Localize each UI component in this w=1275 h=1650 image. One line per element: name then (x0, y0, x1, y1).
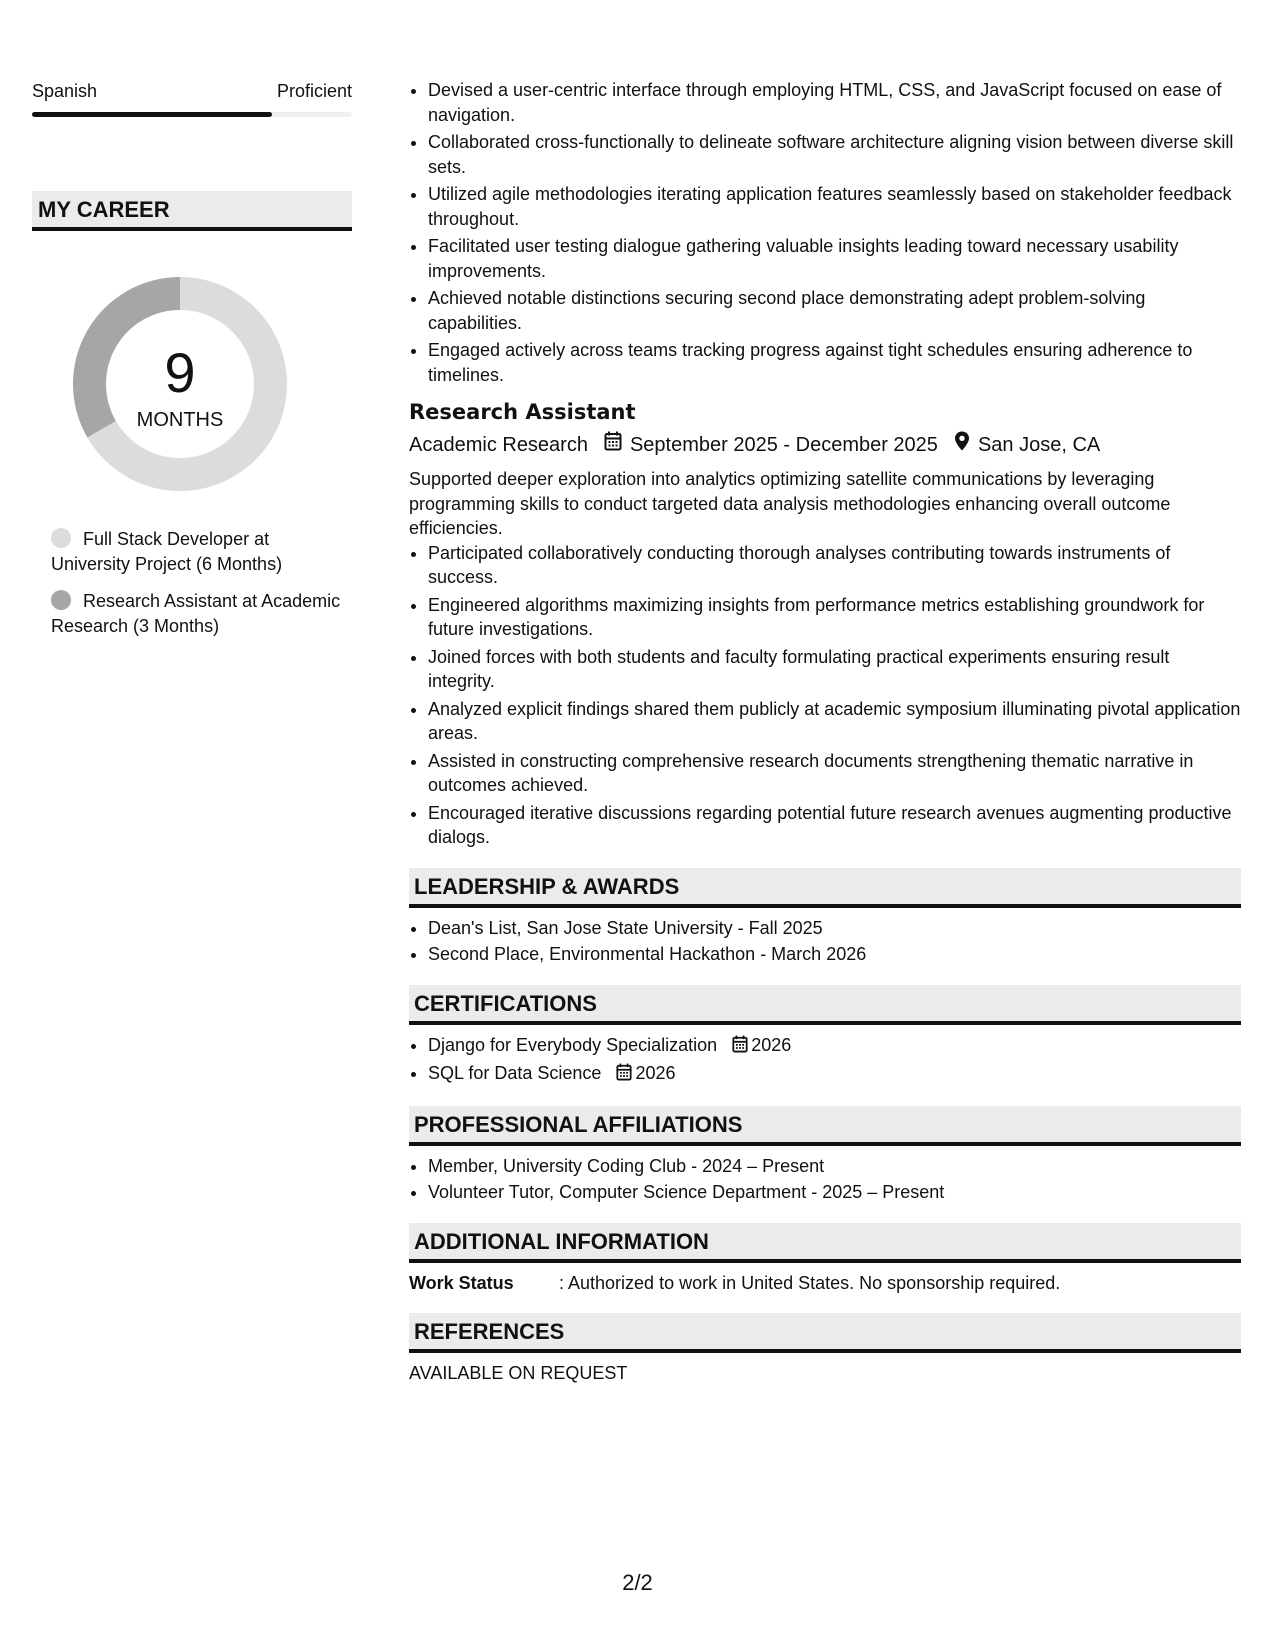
list-item: • Second Place, Environmental Hackathon - March 2026 (428, 942, 1241, 967)
job-bullets (409, 541, 1241, 850)
list-item: • Facilitated user testing dialogue gathering valuable insights leading toward necessary usability improvements. (428, 234, 1241, 283)
job-title: Research Assistant (409, 400, 636, 424)
career-heading: MY CAREER (32, 191, 352, 231)
list-item: • Engineered algorithms maximizing insights from performance metrics establishing groundwork for future investigations. (428, 593, 1241, 642)
language-row (32, 80, 352, 102)
list-item: • Devised a user-centric interface through employing HTML, CSS, and JavaScript focused on ease of navigation. (428, 78, 1241, 127)
list-item: • Achieved notable distinctions securing second place demonstrating adept problem-solving capabilities. (428, 286, 1241, 335)
job-dates: September 2025 - December 2025 (629, 434, 938, 456)
work-status-value: : Authorized to work in United States. No sponsorship required. (559, 1272, 1061, 1293)
leadership-heading: LEADERSHIP & AWARDS (409, 868, 1241, 908)
leadership-list (409, 916, 1241, 967)
job-org: Academic Research (409, 434, 588, 456)
main-content (409, 78, 1241, 1385)
work-status-row (409, 1271, 1241, 1295)
legend-dot (51, 528, 71, 548)
language-level-bar (32, 112, 352, 117)
career-total-unit: MONTHS (136, 409, 224, 431)
list-item: • Volunteer Tutor, Computer Science Department - 2025 – Present (428, 1180, 1241, 1205)
list-item: • Collaborated cross-functionally to delineate software architecture aligning vision between diverse skill sets. (428, 130, 1241, 179)
calendar-icon (616, 1063, 632, 1088)
list-item (428, 1061, 1241, 1088)
list-item: • Encouraged iterative discussions regarding potential future research avenues augmenting productive dialogs. (428, 801, 1241, 850)
career-donut-chart (67, 271, 293, 497)
affiliations-list (409, 1154, 1241, 1205)
language-level: Proficient (276, 81, 352, 101)
legend-item (51, 527, 352, 577)
language-name: Spanish (32, 81, 98, 101)
list-item: • Analyzed explicit findings shared them publicly at academic symposium illuminating pivotal application areas. (428, 697, 1241, 746)
legend-text: Research Assistant at Academic Research (3 Months) (51, 591, 341, 636)
certification-year: 2026 (751, 1034, 792, 1055)
language-level-fill (32, 112, 272, 117)
list-item: • Assisted in constructing comprehensive research documents strengthening thematic narrative in outcomes achieved. (428, 749, 1241, 798)
list-item: • Member, University Coding Club - 2024 – Present (428, 1154, 1241, 1179)
calendar-icon (604, 431, 622, 459)
list-item: • Engaged actively across teams tracking progress against tight schedules ensuring adherence to timelines. (428, 338, 1241, 387)
previous-job-bullets (409, 78, 1241, 387)
certification-year: 2026 (635, 1063, 676, 1083)
affiliations-heading: PROFESSIONAL AFFILIATIONS (409, 1106, 1241, 1146)
list-item: • Dean's List, San Jose State University - Fall 2025 (428, 916, 1241, 941)
list-item (428, 1033, 1241, 1060)
career-total-number: 9 (164, 341, 196, 404)
job-meta (409, 431, 1241, 459)
certifications-list (409, 1033, 1241, 1088)
legend-text: Full Stack Developer at University Project (6 Months) (51, 529, 283, 574)
legend-dot (51, 590, 71, 610)
calendar-icon (732, 1035, 748, 1060)
job-summary: Supported deeper exploration into analytics optimizing satellite communications by leveraging programming skills to conduct targeted data analysis methodologies enhancing overall outcome efficiencies. (409, 469, 1171, 538)
list-item: • Joined forces with both students and faculty formulating practical experiments ensuring result integrity. (428, 645, 1241, 694)
list-item: • Participated collaboratively conducting thorough analyses contributing towards instruments of success. (428, 541, 1241, 590)
certification-name: Django for Everybody Specialization (428, 1034, 718, 1055)
page-number: 2/2 (622, 1570, 653, 1595)
career-legend (51, 527, 352, 639)
certification-name: SQL for Data Science (428, 1063, 602, 1083)
sidebar (32, 80, 352, 651)
location-pin-icon (954, 431, 970, 459)
certifications-heading: CERTIFICATIONS (409, 985, 1241, 1025)
job-location: San Jose, CA (977, 434, 1101, 456)
legend-item (51, 589, 352, 639)
references-heading: REFERENCES (409, 1313, 1241, 1353)
list-item: • Utilized agile methodologies iterating application features seamlessly based on stakeholder feedback throughout. (428, 182, 1241, 231)
references-text: AVAILABLE ON REQUEST (409, 1362, 628, 1383)
additional-info-heading: ADDITIONAL INFORMATION (409, 1223, 1241, 1263)
work-status-label: Work Status (409, 1272, 514, 1293)
